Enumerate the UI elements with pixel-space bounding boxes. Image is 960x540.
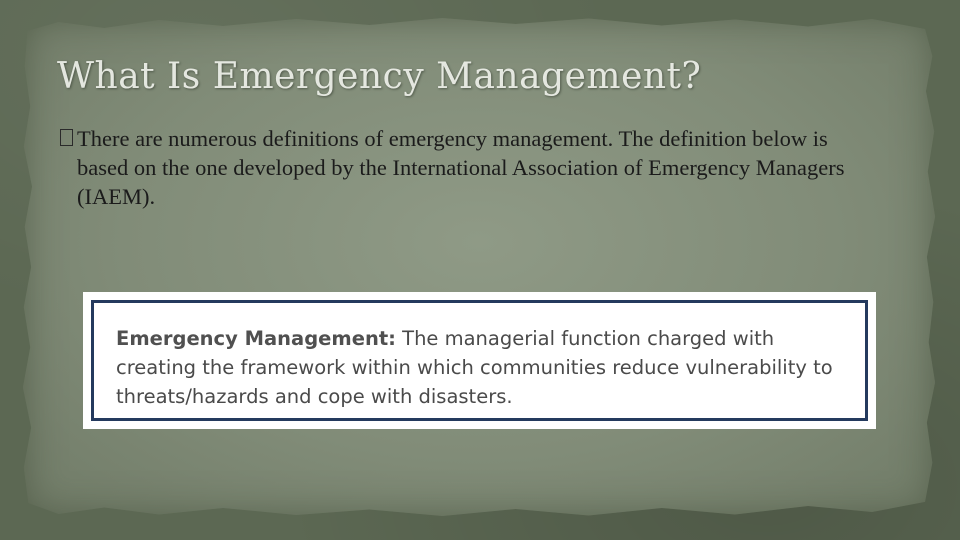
bullet-icon: [60, 129, 73, 146]
bullet-text: There are numerous definitions of emergency management. The definition below is based on the one developed by the International Association of Emergency Managers (IAEM).: [77, 126, 845, 209]
definition-term: Emergency Management:: [116, 327, 396, 350]
bullet-item: [60, 124, 860, 211]
definition-text: The managerial function charged with creating the framework within which communities reduce vulnerability to threats/hazards and cope with disasters.: [116, 327, 833, 408]
definition-frame: [91, 300, 868, 421]
slide-title: What Is Emergency Management?: [57, 56, 702, 97]
definition-box: [83, 292, 876, 429]
